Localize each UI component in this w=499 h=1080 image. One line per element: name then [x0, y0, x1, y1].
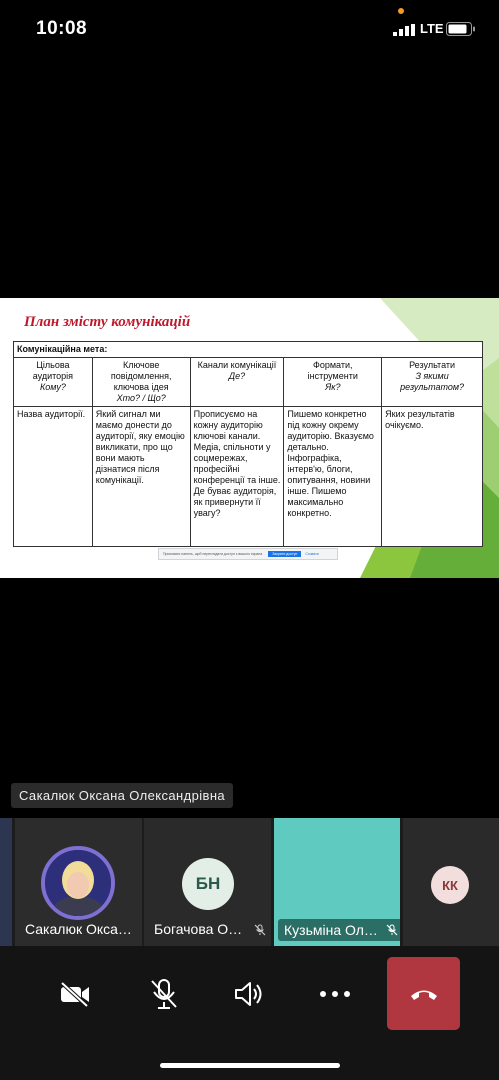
camera-off-icon — [59, 981, 91, 1007]
end-call-icon — [409, 987, 439, 1001]
participant-name: Богачова О… — [154, 921, 243, 937]
network-type: LTE — [420, 21, 444, 36]
stop-sharing-button[interactable]: Закрити доступ — [268, 551, 301, 557]
home-indicator[interactable] — [160, 1063, 340, 1068]
avatar — [41, 846, 115, 920]
goal-label: Комунікаційна мета: — [14, 342, 483, 358]
shared-screen — [0, 298, 499, 578]
table-cell: Прописуємо на кожну аудиторію ключові канали. Медіа, спільноти у соцмережах, професійні конференції та інше. Де буває аудиторія, як привернути її увагу? — [190, 407, 284, 547]
camera-toggle-button[interactable] — [53, 976, 97, 1012]
table-header: Результати З якими результатом? — [382, 358, 483, 407]
status-bar — [0, 0, 499, 58]
participant-tile-partial[interactable] — [0, 818, 12, 946]
participant-name: Сакалюк Окса… — [25, 921, 132, 937]
avatar: БН — [182, 858, 234, 910]
table-header: Канали комунікації Де? — [190, 358, 284, 407]
participant-tile-speaking[interactable] — [274, 818, 400, 946]
microphone-toggle-button[interactable] — [142, 976, 186, 1012]
participant-photo-icon — [45, 850, 111, 916]
table-header: Цільова аудиторія Кому? — [14, 358, 93, 407]
microphone-off-icon — [149, 978, 179, 1010]
table-cell: Яких результатів очікуємо. — [382, 407, 483, 547]
active-speaker-label: Сакалюк Оксана Олександрівна — [11, 783, 233, 808]
participant-tile[interactable] — [144, 818, 271, 946]
signal-icon — [393, 24, 415, 36]
avatar: КК — [431, 866, 469, 904]
call-controls — [0, 946, 499, 1080]
table-cell: Пишемо конкретно під кожну окрему аудиторію. Вказуємо детально. Інфографіка, інтерв'ю, блоги, опитування, новини інше. Пишемо максимально конкретно. — [284, 407, 382, 547]
slide-title: План змісту комунікацій — [24, 314, 191, 330]
communication-plan-table — [13, 341, 483, 547]
battery-icon — [446, 22, 476, 36]
end-call-button[interactable] — [387, 957, 460, 1030]
more-icon — [319, 990, 351, 998]
speaker-button[interactable] — [227, 976, 271, 1012]
privacy-indicator-icon — [398, 8, 404, 14]
table-header: Ключове повідомлення, ключова ідея Хто? / Що? — [92, 358, 190, 407]
more-options-button[interactable] — [313, 976, 357, 1012]
participant-name-row — [278, 919, 400, 941]
participant-tile[interactable] — [403, 818, 499, 946]
table-cell: Який сигнал ми маємо донести до аудиторії, яку емоцію викликати, про що вони мають дізнатися після комунікації. — [92, 407, 190, 547]
hide-bar-button[interactable]: Сховати — [305, 552, 319, 556]
microphone-off-icon — [386, 924, 398, 936]
microphone-off-icon — [254, 924, 266, 936]
speaker-icon — [233, 980, 265, 1008]
status-time: 10:08 — [36, 18, 88, 39]
table-cell: Назва аудиторії. — [14, 407, 93, 547]
participant-strip[interactable] — [0, 818, 499, 946]
screen-share-bar — [158, 548, 338, 560]
participant-name-row — [154, 921, 266, 937]
table-header: Формати, інструменти Як? — [284, 358, 382, 407]
participant-name: Кузьміна Ол… — [284, 922, 378, 938]
participant-tile[interactable] — [15, 818, 142, 946]
screen-share-text: Приховати панель, щоб переглядати доступ з вашого екрана — [163, 552, 263, 556]
